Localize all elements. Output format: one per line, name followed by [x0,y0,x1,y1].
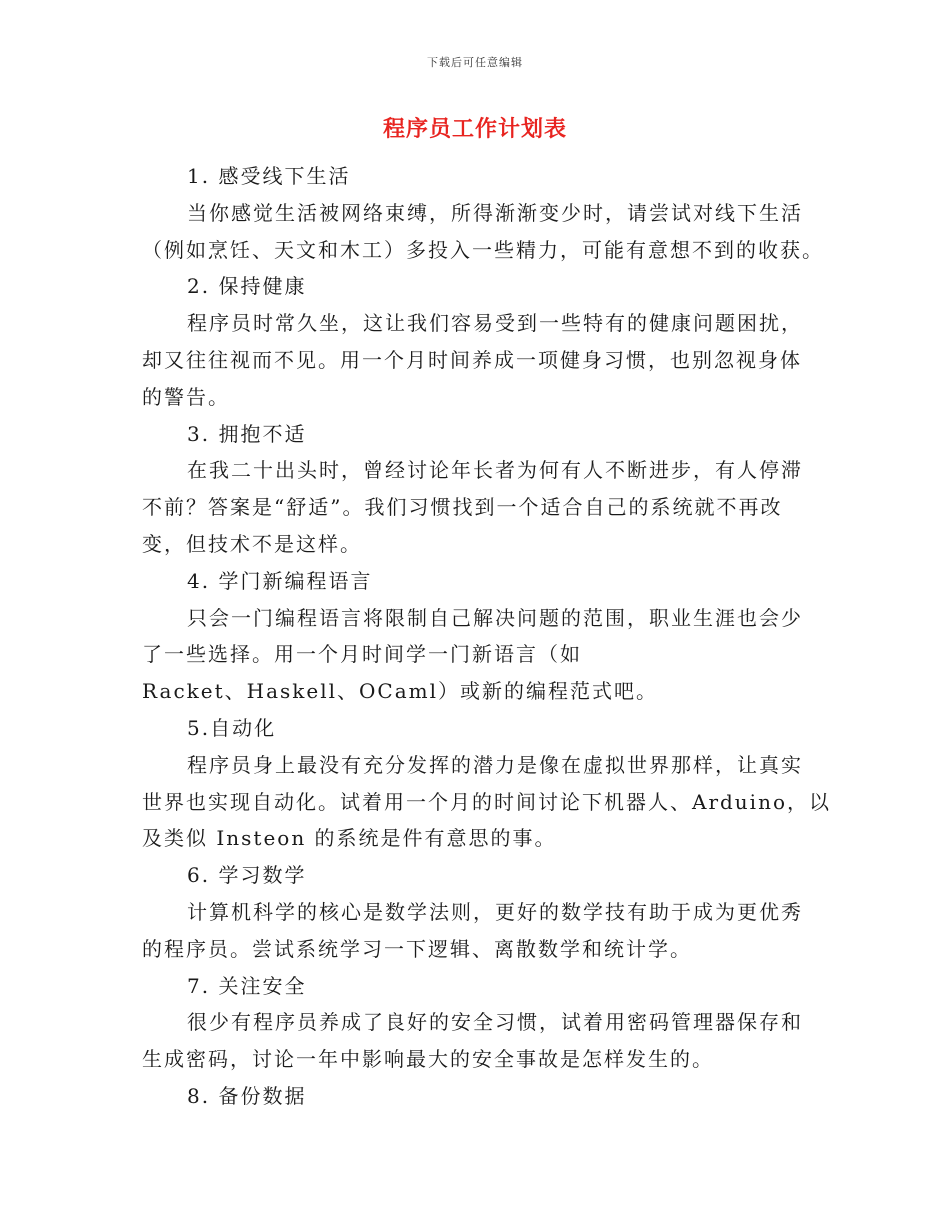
paragraph-line: 了一些选择。用一个月时间学一门新语言（如 [142,642,582,667]
paragraph-line: 的程序员。尝试系统学习一下逻辑、离散数学和统计学。 [142,936,692,961]
paragraph-line: 却又往往视而不见。用一个月时间养成一项健身习惯，也别忽视身体 [142,347,802,372]
section-heading: 5.自动化 [187,715,277,740]
paragraph-line: 程序员时常久坐，这让我们容易受到一些特有的健康问题困扰， [187,311,803,336]
section-heading: 2. 保持健康 [187,274,307,299]
paragraph-line: Racket、Haskell、OCaml）或新的编程范式吧。 [142,679,658,704]
section-paragraph [142,600,812,710]
paragraph-line: （例如烹饪、天文和木工）多投入一些精力，可能有意想不到的收获。 [142,237,824,262]
paragraph-line: 当你感觉生活被网络束缚，所得渐渐变少时，请尝试对线下生活 [187,200,803,225]
section-paragraph [142,305,812,415]
section-heading: 3. 拥抱不适 [187,421,307,446]
section-paragraph [142,894,812,968]
paragraph-line: 很少有程序员养成了良好的安全习惯，试着用密码管理器保存和 [187,1010,803,1035]
document-title: 程序员工作计划表 [382,116,567,142]
paragraph-line: 的警告。 [142,384,230,409]
section-heading: 1. 感受线下生活 [187,164,351,188]
section-paragraph [142,452,812,562]
paragraph-line: 世界也实现自动化。试着用一个月的时间讨论下机器人、Arduino，以 [142,789,832,814]
paragraph-line: 生成密码，讨论一年中影响最大的安全事故是怎样发生的。 [142,1047,714,1072]
header-note: 下载后可任意编辑 [427,56,523,69]
paragraph-line: 只会一门编程语言将限制自己解决问题的范围，职业生涯也会少 [187,605,803,630]
paragraph-line: 程序员身上最没有充分发挥的潜力是像在虚拟世界那样，让真实 [187,752,803,777]
section-paragraph [142,747,832,857]
document-body [142,158,832,1115]
paragraph-line: 在我二十出头时，曾经讨论年长者为何有人不断进步，有人停滞 [187,458,803,483]
paragraph-line: 计算机科学的核心是数学法则，更好的数学技有助于成为更优秀 [187,899,803,924]
paragraph-line: 及类似 Insteon 的系统是件有意思的事。 [142,826,557,851]
section-paragraph [142,195,824,269]
section-heading: 6. 学习数学 [187,863,307,888]
paragraph-line: 变，但技术不是这样。 [142,531,362,556]
section-heading: 8. 备份数据 [187,1083,307,1108]
section-heading: 7. 关注安全 [187,973,307,998]
section-paragraph [142,1004,812,1078]
paragraph-line: 不前？答案是“舒适”。我们习惯找到一个适合自己的系统就不再改 [142,495,783,520]
section-heading: 4. 学门新编程语言 [187,568,373,593]
